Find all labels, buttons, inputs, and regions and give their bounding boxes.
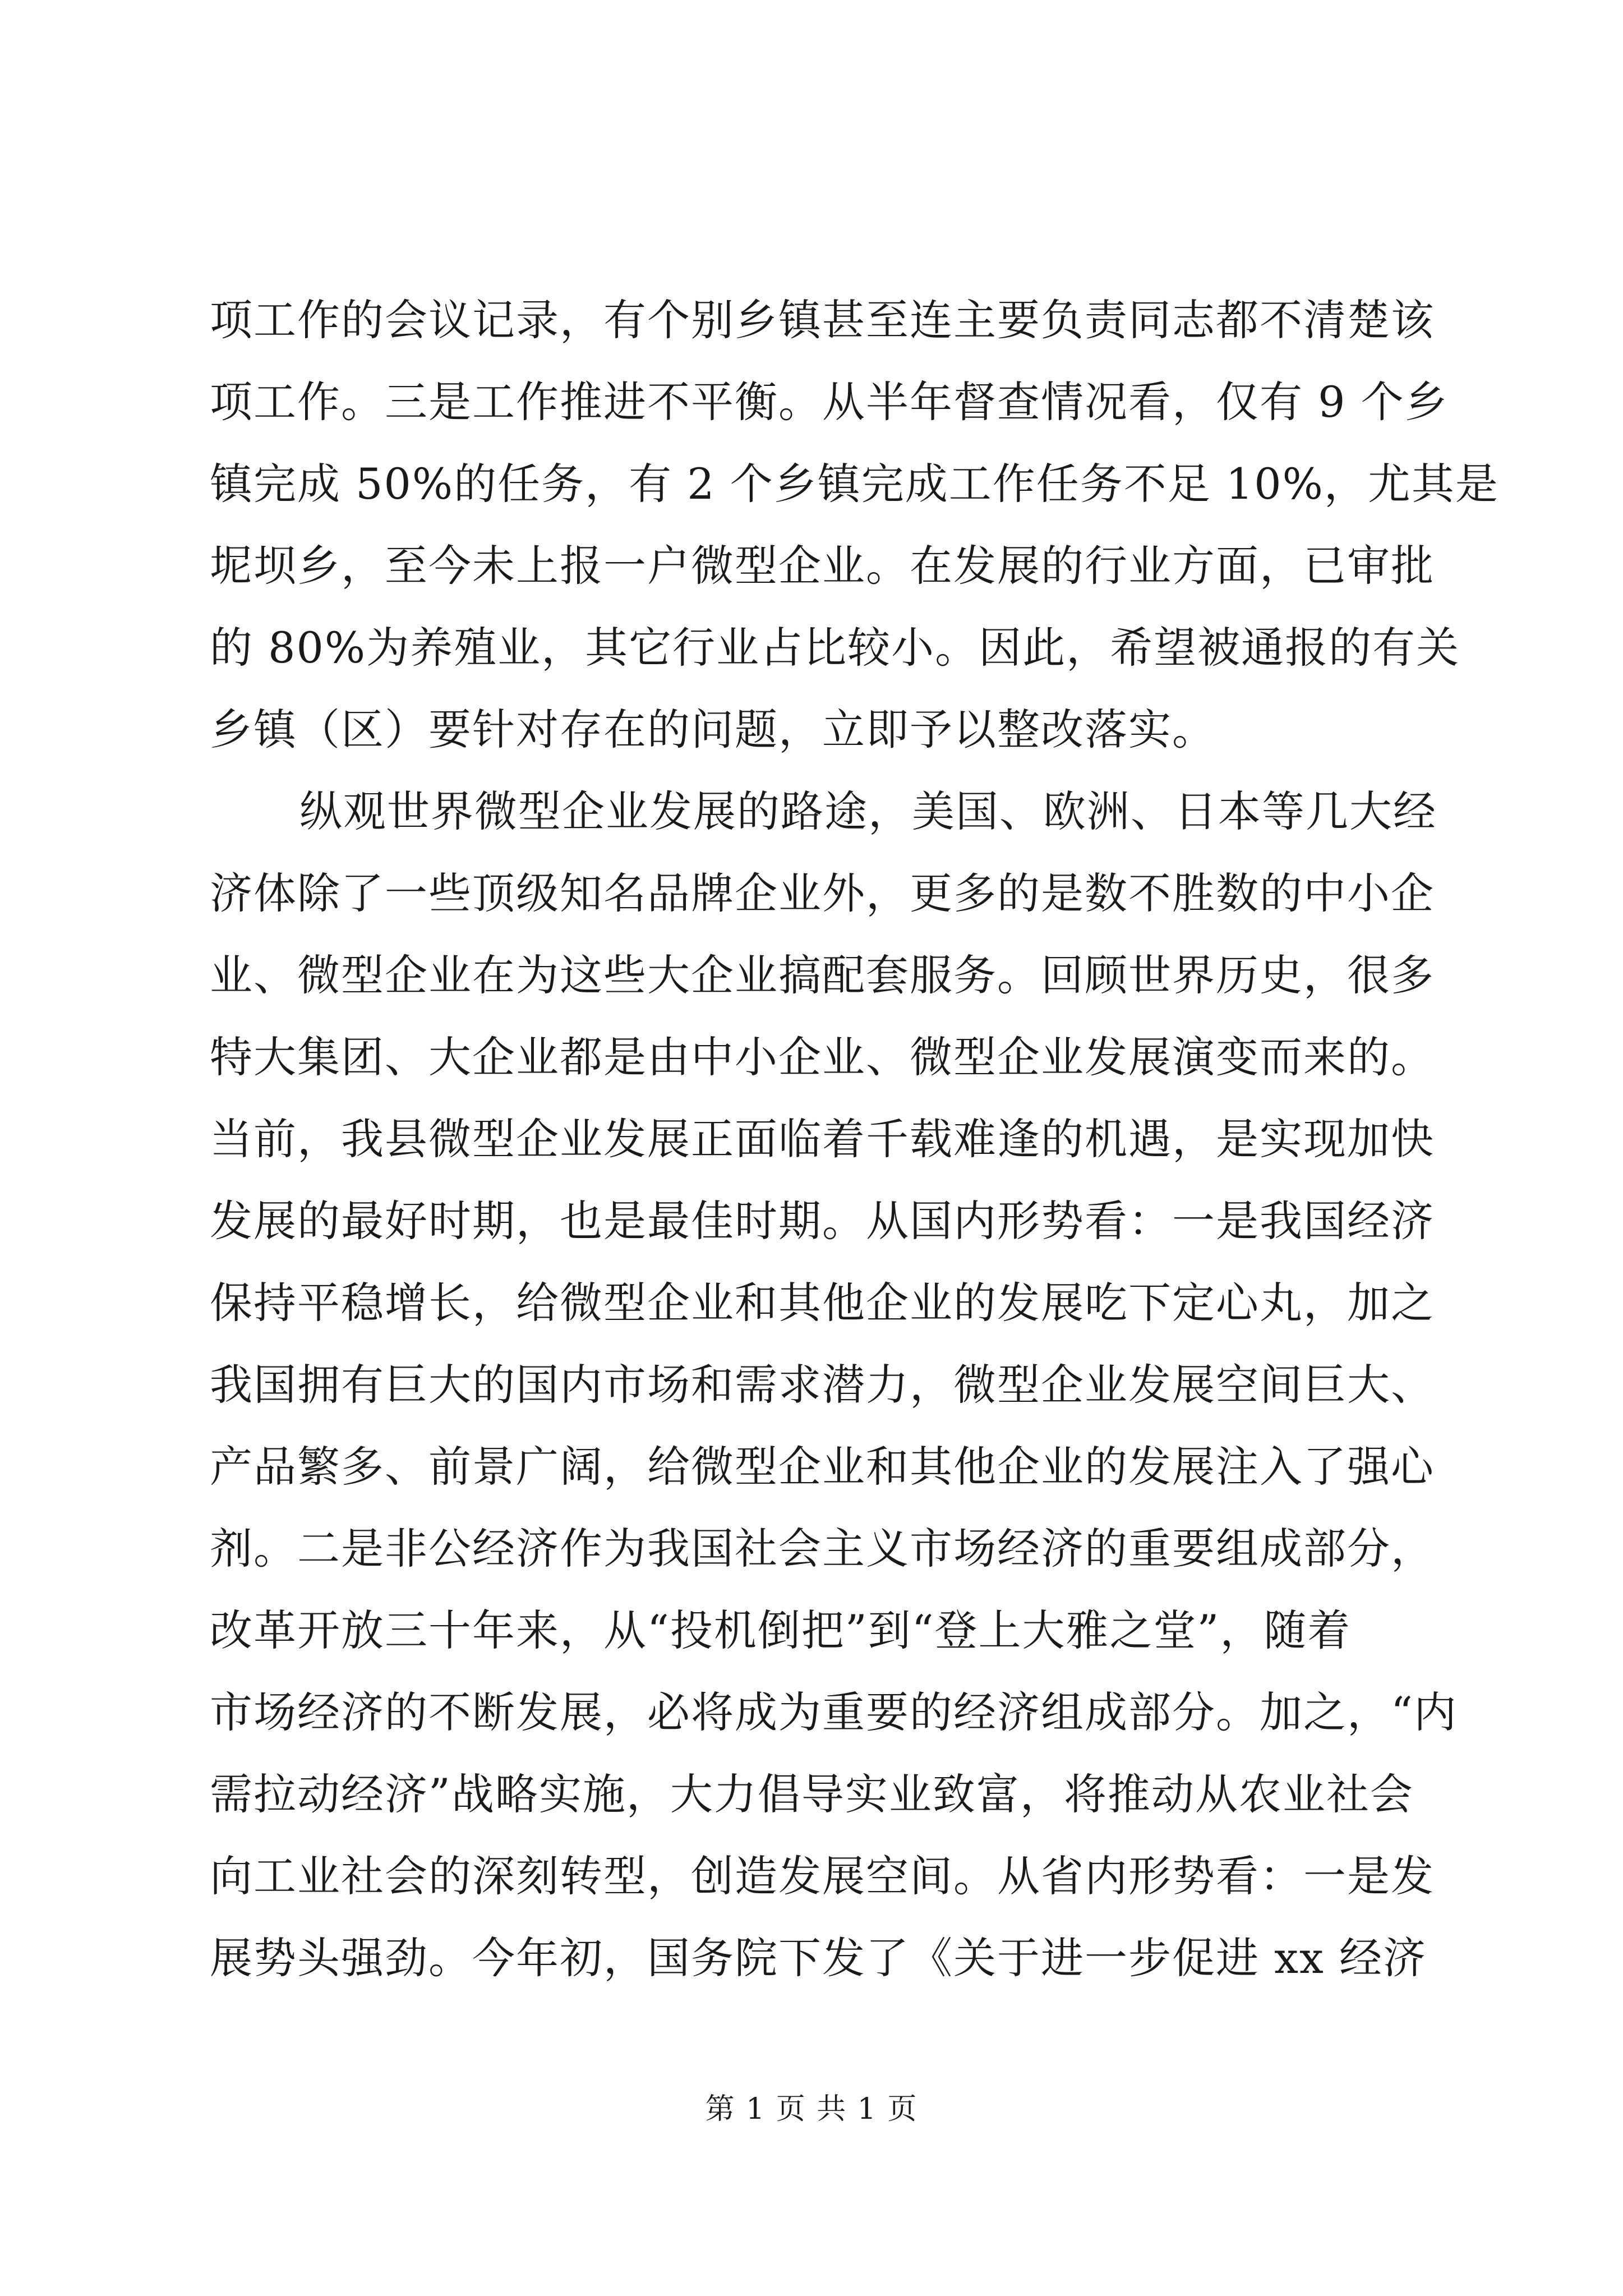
text-line: 坭坝乡，至今未上报一户微型企业。在发展的行业方面，已审批 — [210, 541, 1435, 591]
page-footer — [0, 2087, 1623, 2132]
text-line: 业、微型企业在为这些大企业搞配套服务。回顾世界历史，很多 — [210, 950, 1435, 1000]
text-line: 市场经济的不断发展，必将成为重要的经济组成部分。加之，“内 — [210, 1687, 1458, 1737]
text-line: 发展的最好时期，也是最佳时期。从国内形势看：一是我国经济 — [210, 1196, 1435, 1246]
text-line: 乡镇（区）要针对存在的问题，立即予以整改落实。 — [210, 705, 1216, 754]
text-line: 的 80%为养殖业，其它行业占比较小。因此，希望被通报的有关 — [210, 623, 1460, 673]
text-line: 济体除了一些顶级知名品牌企业外，更多的是数不胜数的中小企 — [210, 868, 1435, 918]
text-line: 展势头强劲。今年初，国务院下发了《关于进一步促进 xx 经济 — [210, 1933, 1427, 1983]
text-line: 剂。二是非公经济作为我国社会主义市场经济的重要组成部分， — [210, 1524, 1435, 1573]
text-line: 保持平稳增长，给微型企业和其他企业的发展吃下定心丸，加之 — [210, 1278, 1435, 1328]
page-number: 第 1 页 共 1 页 — [705, 2092, 918, 2126]
text-line: 需拉动经济”战略实施，大力倡导实业致富，将推动从农业社会 — [210, 1769, 1414, 1819]
text-line: 当前，我县微型企业发展正面临着千载难逢的机遇，是实现加快 — [210, 1114, 1435, 1164]
text-line: 产品繁多、前景广阔，给微型企业和其他企业的发展注入了强心 — [210, 1442, 1435, 1492]
body-text — [210, 279, 1499, 1999]
text-line: 项工作。三是工作推进不平衡。从半年督查情况看，仅有 9 个乡 — [210, 377, 1449, 427]
paragraph-first-line: 纵观世界微型企业发展的路途，美国、欧洲、日本等几大经 — [299, 786, 1437, 836]
text-line: 向工业社会的深刻转型，创造发展空间。从省内形势看：一是发 — [210, 1851, 1435, 1901]
text-line: 特大集团、大企业都是由中小企业、微型企业发展演变而来的。 — [210, 1032, 1435, 1082]
text-line: 镇完成 50%的任务，有 2 个乡镇完成工作任务不足 10%，尤其是 — [210, 459, 1499, 509]
text-line: 我国拥有巨大的国内市场和需求潜力，微型企业发展空间巨大、 — [210, 1360, 1435, 1410]
text-line: 改革开放三十年来，从“投机倒把”到“登上大雅之堂”，随着 — [210, 1605, 1352, 1655]
text-line: 项工作的会议记录，有个别乡镇甚至连主要负责同志都不清楚该 — [210, 295, 1435, 345]
